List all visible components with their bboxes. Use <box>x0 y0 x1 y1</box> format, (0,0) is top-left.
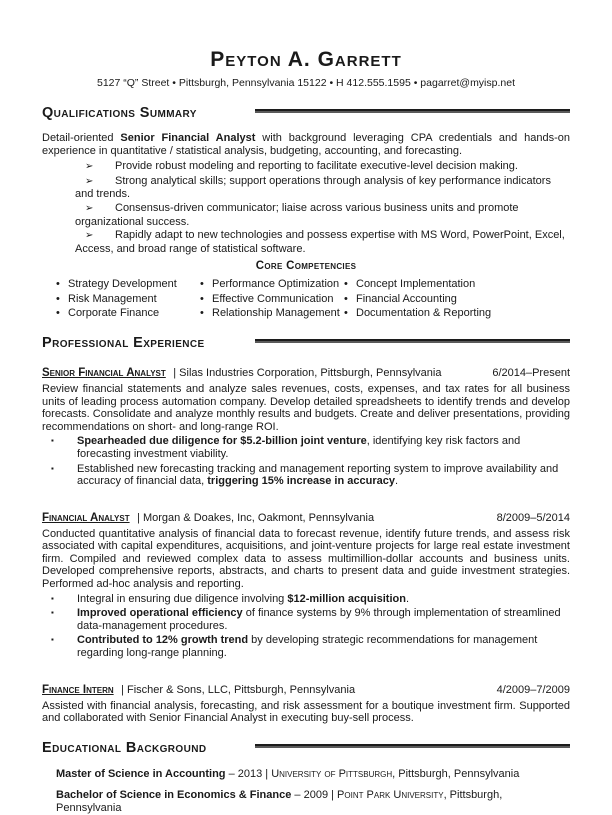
text-segment: Integral in ensuring due diligence involving <box>77 592 288 605</box>
arrow-bullet-icon: ➢ <box>85 161 94 173</box>
text-segment: Detail-oriented <box>42 132 121 144</box>
job-bullet-list <box>42 435 570 487</box>
resume-header <box>42 48 570 90</box>
job-bullet-text <box>77 435 520 460</box>
summary-bullet <box>75 175 570 201</box>
competency-label: Documentation & Reporting <box>356 306 492 319</box>
job-entry-finance-intern <box>42 680 570 725</box>
section-professional-experience <box>42 335 570 725</box>
job-title: Senior Financial Analyst <box>42 366 166 379</box>
job-header-line <box>42 680 570 698</box>
summary-bullet-text: Strong analytical skills; support operations through analysis of key performance indicators and trends. <box>75 174 551 201</box>
dot-bullet-icon: • <box>56 292 60 305</box>
section-heading-row <box>42 740 570 757</box>
text-segment: University of Pittsburgh <box>271 767 393 780</box>
professional-experience-heading: Professional Experience <box>42 334 205 351</box>
text-segment: Contributed to 12% growth trend <box>77 634 249 647</box>
text-segment: with background leveraging CPA credentials and hands-on experience in quantitative / statistical analysis, budgeting, accounting, and forecasting. <box>42 132 570 157</box>
text-segment: . <box>394 475 399 488</box>
text-segment: Established new forecasting tracking and management reporting system to improve availability and accuracy of financial data, <box>77 462 559 488</box>
core-competencies-heading: Core Competencies <box>255 260 357 273</box>
section-divider-rule <box>255 339 570 343</box>
job-description: Assisted with financial analysis, forecasting, and risk assessment for a boutique investment firm. Supported and collaborated with Senior Financial Analyst in executing buy-sell process. <box>42 699 570 725</box>
competency-item <box>344 292 570 306</box>
competency-item <box>200 277 344 291</box>
job-bullet-list <box>42 593 570 660</box>
job-title: Finance Intern <box>42 683 114 696</box>
job-bullet-text <box>77 634 537 659</box>
qualifications-summary-heading: Qualifications Summary <box>42 105 197 121</box>
text-segment: Bachelor of Science in Economics & Finance <box>56 788 292 801</box>
competency-item <box>56 277 200 291</box>
text-segment: of finance systems by 9% through implementation of streamlined data-management procedures. <box>77 607 561 632</box>
summary-bullet <box>75 202 570 228</box>
text-segment: by developing strategic recommendations for management regarding long-range planning. <box>77 634 538 660</box>
summary-bullet-text: Provide robust modeling and reporting to facilitate executive-level decision making. <box>115 160 518 173</box>
competency-item <box>200 292 344 306</box>
job-company: | Fischer & Sons, LLC, Pittsburgh, Pennsylvania <box>121 683 356 696</box>
section-educational-background <box>42 740 570 815</box>
text-segment: , Pittsburgh, Pennsylvania <box>56 788 503 814</box>
dot-bullet-icon: • <box>344 306 348 319</box>
job-header-line <box>42 508 570 526</box>
job-dates: 8/2009–5/2014 <box>496 511 570 524</box>
text-segment: Improved operational efficiency <box>77 607 243 620</box>
dot-bullet-icon: • <box>200 306 204 319</box>
dot-bullet-icon: • <box>344 278 348 291</box>
competency-label: Strategy Development <box>68 278 177 291</box>
competency-item <box>200 306 344 320</box>
competency-item <box>56 306 200 320</box>
dot-bullet-icon: • <box>344 292 348 305</box>
summary-bullet <box>75 229 570 255</box>
competency-label: Risk Management <box>68 292 157 305</box>
job-bullet <box>42 435 570 460</box>
job-entry-financial-analyst <box>42 508 570 660</box>
text-segment: Master of Science in Accounting <box>56 767 226 780</box>
competency-label: Effective Communication <box>212 292 334 305</box>
job-title: Financial Analyst <box>42 511 130 524</box>
dot-bullet-icon: • <box>200 292 204 305</box>
job-bullet <box>42 634 570 659</box>
arrow-bullet-icon: ➢ <box>85 202 94 214</box>
competency-label: Corporate Finance <box>68 306 160 319</box>
competency-item <box>344 277 570 291</box>
job-bullet-text <box>77 463 558 488</box>
summary-intro <box>42 132 570 157</box>
job-bullet <box>42 463 570 488</box>
square-bullet-icon: ▪ <box>51 608 54 618</box>
job-header-line <box>42 363 570 381</box>
job-bullet-text <box>77 607 561 632</box>
dot-bullet-icon: • <box>56 306 60 319</box>
square-bullet-icon: ▪ <box>51 593 54 603</box>
competency-column <box>344 277 570 320</box>
competency-column <box>200 277 344 320</box>
text-segment: – 2013 | <box>225 767 272 780</box>
square-bullet-icon: ▪ <box>51 635 54 645</box>
summary-bullet-list <box>42 160 570 255</box>
arrow-bullet-icon: ➢ <box>85 230 94 242</box>
job-company: | Morgan & Doakes, Inc, Oakmont, Pennsylvania <box>137 511 375 524</box>
job-bullet <box>42 607 570 632</box>
job-entry-senior-financial-analyst <box>42 363 570 488</box>
dot-bullet-icon: • <box>56 278 60 291</box>
text-segment: Senior Financial Analyst <box>120 132 256 144</box>
core-competencies-grid <box>42 277 570 320</box>
dot-bullet-icon: • <box>200 278 204 291</box>
educational-background-heading: Educational Background <box>42 739 207 756</box>
candidate-name: Peyton A. Garrett <box>210 48 402 71</box>
competency-label: Concept Implementation <box>356 278 476 291</box>
job-dates: 6/2014–Present <box>492 366 570 379</box>
text-segment: $12-million acquisition <box>287 592 406 605</box>
summary-bullet-text: Consensus-driven communicator; liaise across various business units and promote organizational success. <box>75 201 519 228</box>
job-company: | Silas Industries Corporation, Pittsburgh, Pennsylvania <box>173 366 442 379</box>
job-bullet <box>42 593 570 606</box>
section-divider-rule <box>255 744 570 748</box>
job-title-company <box>42 508 374 526</box>
text-segment: Point Park University <box>337 788 444 801</box>
square-bullet-icon: ▪ <box>51 463 54 473</box>
text-segment: – 2009 | <box>291 788 338 801</box>
text-segment: triggering 15% increase in accuracy <box>207 475 395 488</box>
text-segment: , identifying key risk factors and forecasting investment viability. <box>77 435 521 460</box>
competency-label: Financial Accounting <box>356 292 457 305</box>
summary-bullet <box>75 160 570 174</box>
competency-item <box>344 306 570 320</box>
competency-label: Performance Optimization <box>212 278 340 291</box>
degree-entry <box>56 768 570 781</box>
text-segment: . <box>405 592 409 605</box>
section-divider-rule <box>255 109 570 113</box>
summary-bullet-text: Rapidly adapt to new technologies and possess expertise with MS Word, PowerPoint, Excel, Access, and broad range of statistical software. <box>75 229 565 255</box>
competency-column <box>56 277 200 320</box>
section-heading-row <box>42 105 570 122</box>
arrow-bullet-icon: ➢ <box>85 175 94 187</box>
competency-item <box>56 292 200 306</box>
text-segment: Spearheaded due diligence for $5.2-billion joint venture <box>77 435 367 448</box>
degree-entry <box>56 789 570 815</box>
job-title-company <box>42 680 355 698</box>
section-heading-row <box>42 335 570 352</box>
square-bullet-icon: ▪ <box>51 436 54 446</box>
job-title-company <box>42 363 441 381</box>
job-bullet-text <box>77 593 409 605</box>
job-dates: 4/2009–7/2009 <box>496 683 570 696</box>
job-description: Conducted quantitative analysis of financial data to forecast revenue, identify future trends, and assess risk associated with capital expenditures, acquisitions, and joint-venture projects for large real estate investment firm. Compiled and reviewed complex data to assess multimillion-dollar accounts and business units. Developed comprehensive reports, abstracts, and charts to present data and guide investment strategies. Performed ad-hoc analysis and reporting. <box>42 527 570 591</box>
degree-list <box>42 768 570 815</box>
contact-line: 5127 “Q” Street • Pittsburgh, Pennsylvania 15122 • H 412.555.1595 • pagarret@myisp.net <box>96 77 515 89</box>
text-segment: , Pittsburgh, Pennsylvania <box>392 767 520 780</box>
competency-label: Relationship Management <box>212 306 340 319</box>
section-qualifications-summary <box>42 105 570 320</box>
job-description: Review financial statements and analyze sales revenues, costs, expenses, and tax rates for all business units of leading process automation company. Develop detailed spreadsheets to identify trends and develop forecasts. Consolidate and analyze monthly results and budgets. Create and deliver presentations, providing recommendations on short- and long-range ROI. <box>42 382 570 433</box>
